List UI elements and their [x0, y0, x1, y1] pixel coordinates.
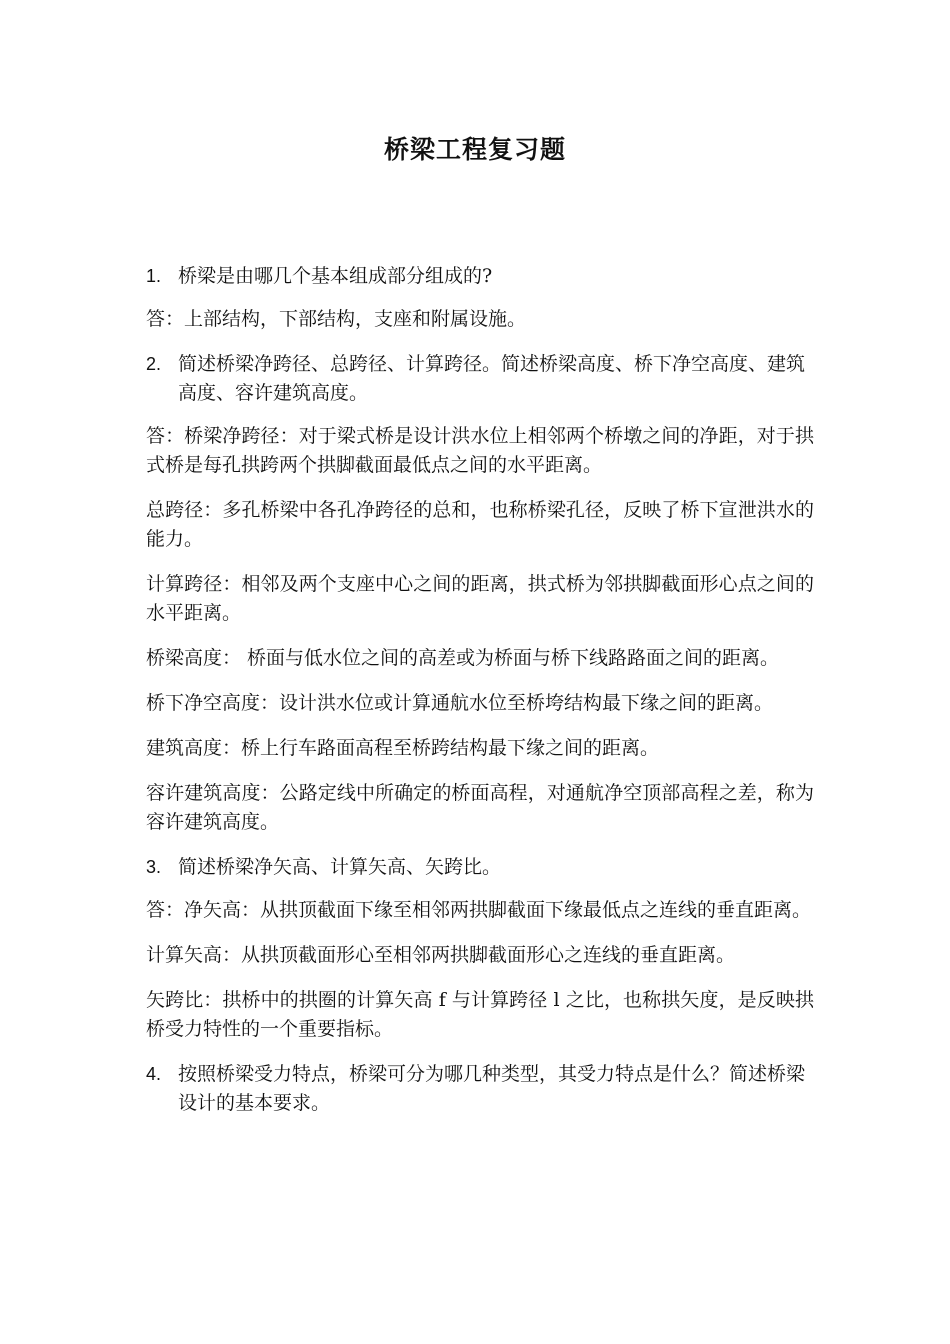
answer-paragraph: 容许建筑高度：公路定线中所确定的桥面高程，对通航净空顶部高程之差，称为容许建筑高度。 [146, 782, 814, 833]
question-number: 4. [146, 1064, 162, 1084]
question-3 [146, 853, 814, 882]
question-text: 桥梁是由哪几个基本组成部分组成的? [178, 265, 493, 287]
document-body [146, 262, 814, 1132]
answer-paragraph: 计算跨径：相邻及两个支座中心之间的距离，拱式桥为邻拱脚截面形心点之间的水平距离。 [146, 573, 814, 624]
question-2 [146, 350, 814, 408]
question-number: 2. [146, 354, 162, 374]
answer-paragraph: 桥梁高度： 桥面与低水位之间的高差或为桥面与桥下线路路面之间的距离。 [146, 647, 780, 669]
answer-paragraph: 建筑高度：桥上行车路面高程至桥跨结构最下缘之间的距离。 [146, 737, 660, 759]
answer-paragraph: 答：净矢高：从拱顶截面下缘至相邻两拱脚截面下缘最低点之连线的垂直距离。 [146, 899, 812, 921]
answer-paragraph: 桥下净空高度：设计洪水位或计算通航水位至桥垮结构最下缘之间的距离。 [146, 692, 774, 714]
question-text: 简述桥梁净矢高、计算矢高、矢跨比。 [178, 856, 502, 878]
document-title: 桥梁工程复习题 [383, 135, 566, 164]
question-4 [146, 1060, 814, 1118]
question-number: 3. [146, 857, 162, 877]
answer-paragraph: 答：桥梁净跨径：对于梁式桥是设计洪水位上相邻两个桥墩之间的净距，对于拱式桥是每孔拱跨两个拱脚截面最低点之间的水平距离。 [146, 425, 814, 476]
question-text: 简述桥梁净跨径、总跨径、计算跨径。简述桥梁高度、桥下净空高度、建筑高度、容许建筑高度。 [178, 353, 806, 404]
answer-paragraph: 计算矢高：从拱顶截面形心至相邻两拱脚截面形心之连线的垂直距离。 [146, 944, 736, 966]
answer-paragraph: 答：上部结构，下部结构，支座和附属设施。 [146, 308, 527, 330]
question-number: 1. [146, 266, 162, 286]
answer-paragraph: 总跨径：多孔桥梁中各孔净跨径的总和，也称桥梁孔径，反映了桥下宣泄洪水的能力。 [146, 499, 814, 550]
question-text: 按照桥梁受力特点，桥梁可分为哪几种类型，其受力特点是什么？简述桥梁设计的基本要求。 [178, 1063, 806, 1114]
question-1 [146, 262, 814, 291]
answer-paragraph: 矢跨比：拱桥中的拱圈的计算矢高 f 与计算跨径 l 之比，也称拱矢度，是反映拱桥受力特性的一个重要指标。 [146, 989, 814, 1040]
